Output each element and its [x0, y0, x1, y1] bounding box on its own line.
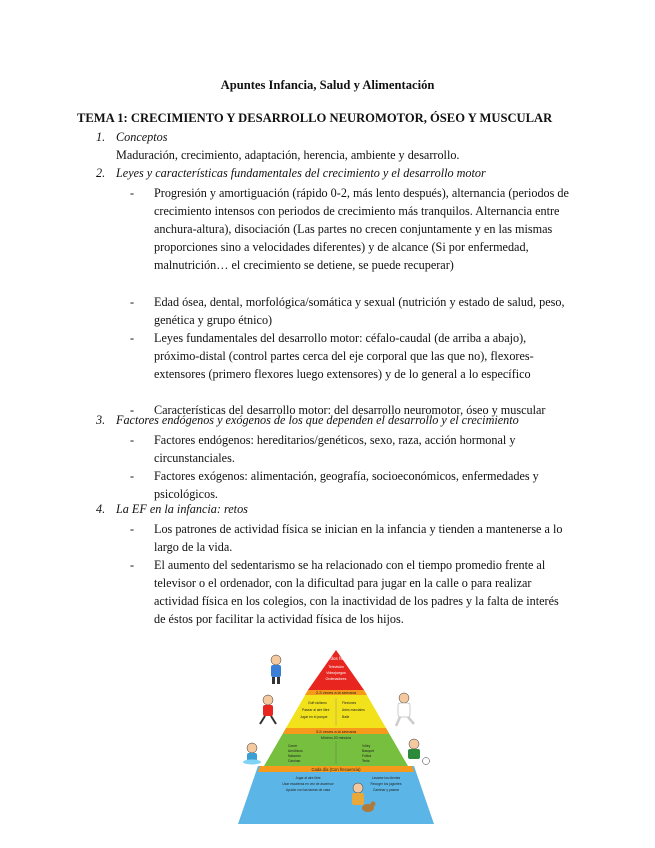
pyramid-item: Vóley [362, 744, 371, 748]
document-title: Apuntes Infancia, Salud y Alimentación [220, 78, 435, 92]
paragraph: Maduración, crecimiento, adaptación, herencia, ambiente y desarrollo. [116, 148, 460, 162]
subsection-number: 4. [96, 502, 106, 516]
pyramid-item: Jugar en el parque [300, 715, 328, 719]
pyramid-item: Jugar al aire libre [295, 776, 321, 780]
pyramid-item: Videojuegos [326, 671, 346, 675]
child-swimming-icon [243, 743, 261, 765]
pyramid-sublabel: Mínimo 20 minutos [320, 736, 352, 740]
bullet-marker: - [130, 403, 135, 417]
subsection-heading-3 [96, 413, 596, 428]
pyramid-item: Caminar [288, 759, 301, 763]
list-item [130, 329, 570, 401]
subsection-number: 2. [96, 166, 106, 180]
pyramid-item: Aeróbicos [288, 749, 303, 753]
list-item-text: El aumento del sedentarismo se ha relacionado con el tiempo promedio frente al televisor o el ordenador, con la dificultad para jugar en la calle o para realizar actividad física en los colegios, con la inactividad de los padres y la falta de interés de éstos por facilitar la actividad física de los hijos. [154, 558, 559, 627]
subsection-heading-1 [96, 130, 596, 145]
child-soccer-icon [408, 739, 430, 765]
list-item-text: Los patrones de actividad física se inician en la infancia y tienden a mantenerse a lo largo de la vida. [154, 522, 563, 555]
bullet-marker: - [130, 331, 135, 345]
list-item [130, 184, 570, 293]
subsection-title: La EF en la infancia: retos [116, 502, 248, 516]
bullet-marker: - [130, 522, 135, 536]
bullet-marker: - [130, 558, 135, 572]
bullet-marker: - [130, 469, 135, 483]
pyramid-item: Basquet [362, 749, 375, 753]
pyramid-item: Caminar y pasear [372, 788, 400, 792]
list-item [130, 293, 570, 329]
pyramid-item: Golf·ciclismo [308, 701, 327, 705]
pyramid-item: Lavarse los dientes [371, 776, 401, 780]
activity-pyramid-image [236, 648, 436, 828]
pyramid-item: Fútbol [362, 754, 372, 758]
bullet-marker: - [130, 433, 135, 447]
subsection-title: Conceptos [116, 130, 168, 144]
list-item-text: Factores exógenos: alimentación, geografía, socioeconómicos, enfermedades y psicológicos. [154, 469, 539, 502]
list-item-text: Factores endógenos: hereditarios/genéticos, sexo, raza, acción hormonal y circunstanciales. [154, 433, 516, 466]
list-item [130, 431, 570, 467]
pyramid-item: Recoger los juguetes [370, 782, 402, 786]
pyramid-label-second: 2-3 veces a la semana [315, 690, 357, 695]
pyramid-item: Ordenadores [325, 677, 347, 681]
child-drawing-icon [271, 655, 281, 684]
subsection-number: 3. [96, 413, 106, 427]
list-item [130, 556, 570, 628]
pyramid-item: Televisión [328, 665, 344, 669]
pyramid-label-top: Menos de dos horas al día [309, 656, 363, 661]
pyramid-item: Flexiones [342, 701, 357, 705]
list-item-text: Leyes fundamentales del desarrollo motor: céfalo-caudal (de arriba a abajo), próximo-distal (control partes cerca del eje corporal que las que no), flexores-extensores (primero flexores luego extensores) y de lo general a lo específico [154, 331, 534, 382]
pyramid-label-base: Cada día (Con frecuencia) [311, 767, 361, 772]
pyramid-item: Usar escaleras en vez de ascensor [282, 782, 334, 786]
list-item [130, 467, 570, 503]
subsection-number: 1. [96, 130, 106, 144]
subsection-heading-2 [96, 166, 596, 181]
pyramid-tier-base [238, 766, 434, 824]
list-item-text: Características del desarrollo motor: del desarrollo neuromotor, óseo y muscular [154, 403, 546, 417]
pyramid-label-third: 3-5 veces a la semana [315, 729, 357, 734]
pyramid-item: Correr [288, 744, 298, 748]
section-heading: TEMA 1: CRECIMIENTO Y DESARROLLO NEUROMOTOR, ÓSEO Y MUSCULAR [77, 111, 553, 125]
list-item [130, 520, 570, 556]
subsection-title: Factores endógenos y exógenos de los que dependen el desarrollo y el crecimiento [116, 413, 519, 427]
pyramid-item: Artes marciales [342, 708, 365, 712]
child-jumping-icon [260, 695, 276, 724]
bullet-list [130, 184, 570, 419]
pyramid-item: Baile [342, 715, 350, 719]
pyramid-item: Pasear al aire libre [302, 708, 330, 712]
pyramid-item: Tenis [362, 759, 370, 763]
subsection-heading-4 [96, 502, 596, 517]
subsection-title: Leyes y características fundamentales del crecimiento y el desarrollo motor [116, 166, 486, 180]
list-item-text: Edad ósea, dental, morfológica/somática y sexual (nutrición y estado de salud, peso, genética y grupo étnico) [154, 295, 565, 328]
pyramid-item: Natación [288, 754, 302, 758]
pyramid-item: Ayudar con las tareas de casa [285, 788, 331, 792]
list-item-text: Progresión y amortiguación (rápido 0-2, más lento después), alternancia (periodos de crecimiento intensos con periodos de crecimiento más tranquilos. Alternancia entre anchura-altura), disociación (Las partes no crecen conjuntamente y en las mismas proporciones sino a velocidades diferentes) y de alcance (Si por enfermedad, malnutrición… el crecimiento se detiene, se puede recuperar) [154, 186, 569, 273]
bullet-list [130, 431, 570, 503]
bullet-marker: - [130, 186, 135, 200]
child-karate-icon [396, 693, 414, 726]
bullet-marker: - [130, 295, 135, 309]
bullet-list [130, 520, 570, 628]
